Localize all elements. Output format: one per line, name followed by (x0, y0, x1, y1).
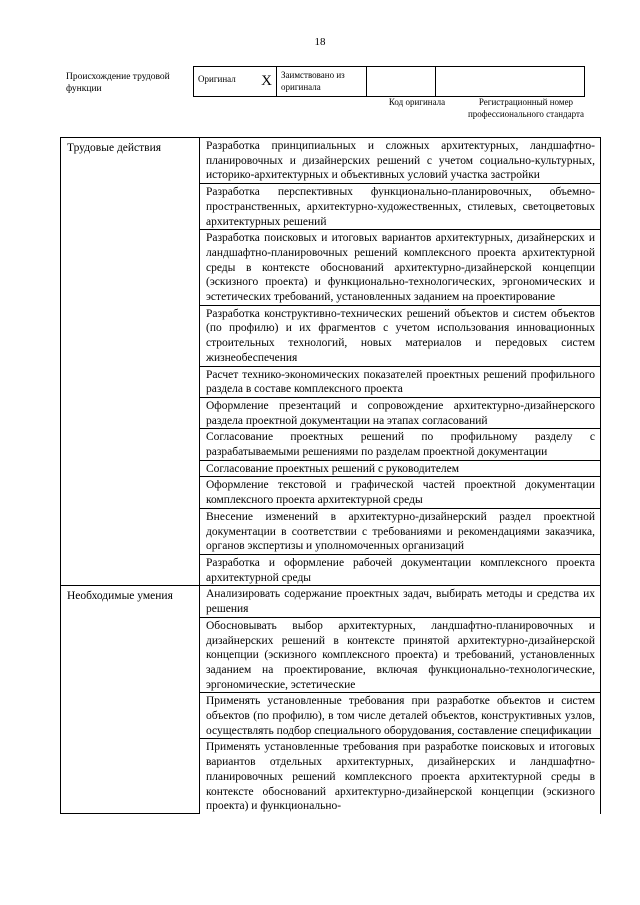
origin-label: Происхождение трудовой функции (66, 72, 170, 94)
table-cell: Анализировать содержание проектных задач, выбирать методы и средства их решения (200, 586, 601, 617)
borrowed-label: Заимствовано из оригинала (277, 67, 367, 97)
table-cell: Оформление текстовой и графической частей проектной документации комплексного проекта архитектурной среды (200, 477, 601, 508)
original-cell (194, 67, 277, 97)
reg-number-cell (436, 67, 585, 97)
origin-table (193, 66, 585, 97)
table-cell: Согласование проектных решений с руководителем (200, 460, 601, 477)
code-caption: Код оригинала (388, 97, 446, 107)
original-mark: X (261, 73, 272, 89)
section-label: Трудовые действия (61, 138, 200, 586)
labor-function-table (60, 137, 601, 814)
section-label: Необходимые умения (61, 586, 200, 814)
table-cell: Разработка и оформление рабочей документации комплексного проекта архитектурной среды (200, 554, 601, 585)
table-cell: Применять установленные требования при разработке поисковых и итоговых вариантов отдельных архитектурных, дизайнерских и ландшафтно-планировочных решений комплексного проекта архитектурной среды в контексте обоснований архитектурно-дизайнерской концепции (эскизного проекта) и функционально- (200, 739, 601, 814)
table-cell: Расчет технико-экономических показателей проектных решений профильного раздела в составе комплексного проекта (200, 366, 601, 397)
reg-caption: Регистрационный номер профессионального стандарта (467, 97, 585, 119)
table-cell: Обосновывать выбор архитектурных, ландшафтно-планировочных и дизайнерских решений в контексте принятой архитектурно-дизайнерской концепции (эскизного комплексного проекта) и требований, установленных заданием на проектирование, включая функционально-технологические, эргономические, эстетические (200, 617, 601, 693)
table-cell: Разработка принципиальных и сложных архитектурных, ландшафтно-планировочных и дизайнерских решений с учетом социально-культурных, историко-архитектурных и объективных условий участка застройки (200, 138, 601, 184)
page-number: 18 (314, 36, 326, 48)
table-cell: Разработка конструктивно-технических решений объектов и систем объектов (по профилю) и их фрагментов с учетом использования инновационных строительных технологий, новых материалов и передовых систем жизнеобеспечения (200, 305, 601, 366)
table-row (61, 586, 601, 617)
table-cell: Разработка перспективных функционально-планировочных, объемно-пространственных, архитектурно-художественных, стилевых, светоцветовых архитектурных решений (200, 184, 601, 230)
table-cell: Оформление презентаций и сопровождение архитектурно-дизайнерского раздела проектной документации на этапах согласований (200, 397, 601, 428)
table-cell: Внесение изменений в архитектурно-дизайнерский раздел проектной документации в соответствии с требованиями и рекомендациями заказчика, органов экспертизы и уполномоченных организаций (200, 508, 601, 554)
table-cell: Согласование проектных решений по профильному разделу с разрабатываемыми решениями по разделам проектной документации (200, 429, 601, 460)
code-original-cell (367, 67, 436, 97)
table-row (61, 138, 601, 184)
original-label: Оригинал (198, 74, 236, 84)
table-cell: Разработка поисковых и итоговых вариантов архитектурных, дизайнерских и ландшафтно-планировочных решений комплексного проекта архитектурной среды в контексте обоснований архитектурно-дизайнерской концепции (эскизного проекта) и функционально-технологических, эргономических и эстетических требований, установленных заданием на проектирование (200, 230, 601, 306)
table-cell: Применять установленные требования при разработке объектов и систем объектов (по профилю), в том числе деталей объектов, конструктивных узлов, осуществлять подбор специального оборудования, составление спецификации (200, 693, 601, 739)
